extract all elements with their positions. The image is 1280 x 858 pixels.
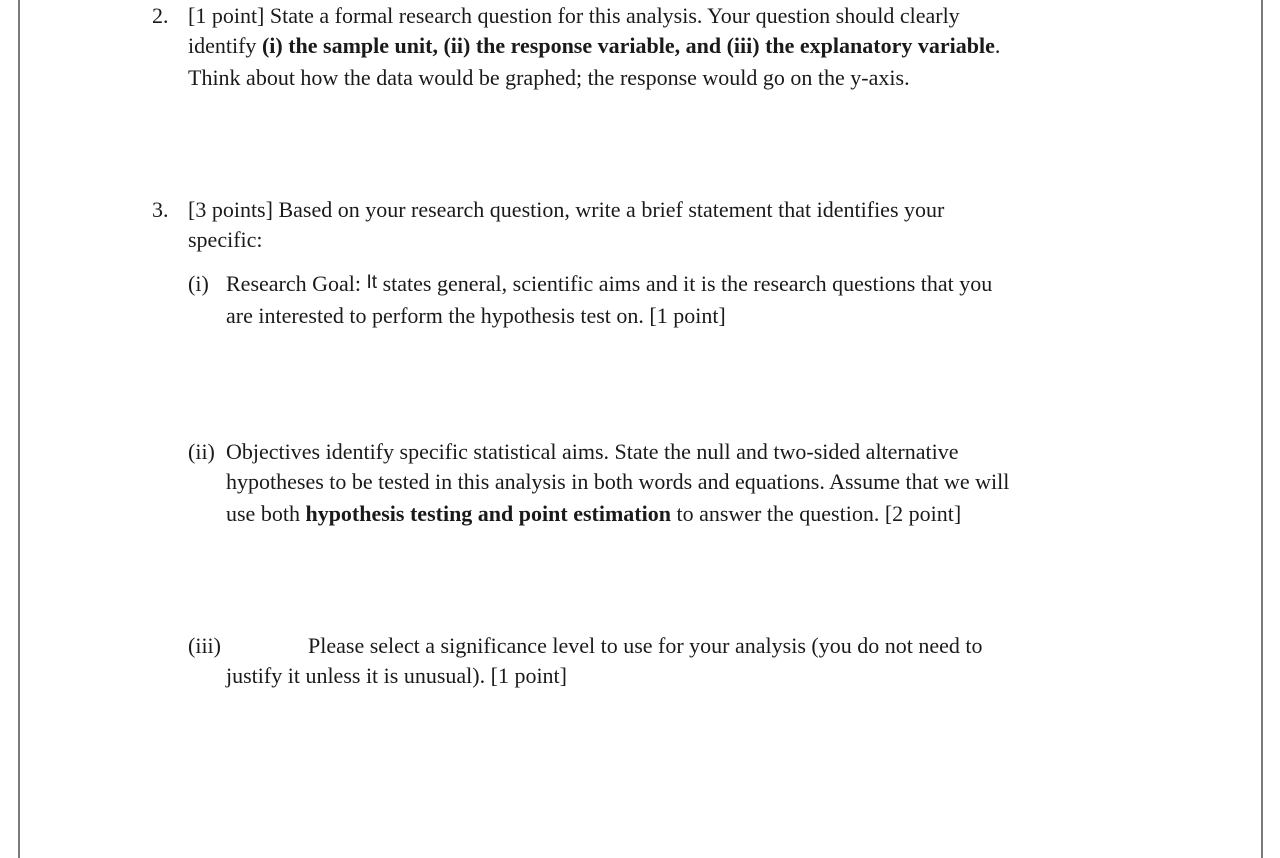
part-i-line-1-prefix: Research Goal: [226,271,367,296]
question-2-line-2 [188,33,1000,59]
question-3-line-1: [3 points] Based on your research question, write a brief statement that identifies your [188,197,945,222]
part-i-line-2: are interested to perform the hypothesis test on. [1 point] [226,303,726,328]
page-border-left [18,0,20,858]
part-ii-line-3-suffix: to answer the question. [2 point] [670,501,962,526]
question-2-line-1: [1 point] State a formal research question for this analysis. Your question should clearly [188,3,960,28]
question-2-number: 2. [152,3,169,28]
part-i-label: (i) [188,271,209,296]
question-2-line-2-suffix: . [994,33,1001,58]
question-2-line-3: Think about how the data would be graphed; the response would go on the y-axis. [188,65,910,90]
part-iii-label: (iii) [188,633,221,658]
part-ii-bold-methods: hypothesis testing and point estimation [305,501,671,526]
question-2-line-2-prefix: identify [188,33,262,58]
part-ii-line-3-prefix: use both [226,501,306,526]
question-3-line-2: specific: [188,227,263,252]
part-iii-line-1: Please select a significance level to use for your analysis (you do not need to [308,633,983,658]
part-i-line-1 [226,271,992,299]
part-i-cursor-text: It [366,272,378,293]
question-2-bold-variables: (i) the sample unit, (ii) the response variable, and (iii) the explanatory variable [261,33,995,58]
part-ii-line-1: Objectives identify specific statistical aims. State the null and two-sided alternative [226,439,959,464]
part-iii-line-2: justify it unless it is unusual). [1 point] [226,663,567,688]
part-i-line-1-suffix: states general, scientific aims and it is the research questions that you [377,271,993,296]
part-ii-label: (ii) [188,439,215,464]
question-3-number: 3. [152,197,169,222]
part-ii-line-3 [226,501,961,527]
page-border-right [1261,0,1263,858]
part-ii-line-2: hypotheses to be tested in this analysis in both words and equations. Assume that we will [226,469,1010,494]
